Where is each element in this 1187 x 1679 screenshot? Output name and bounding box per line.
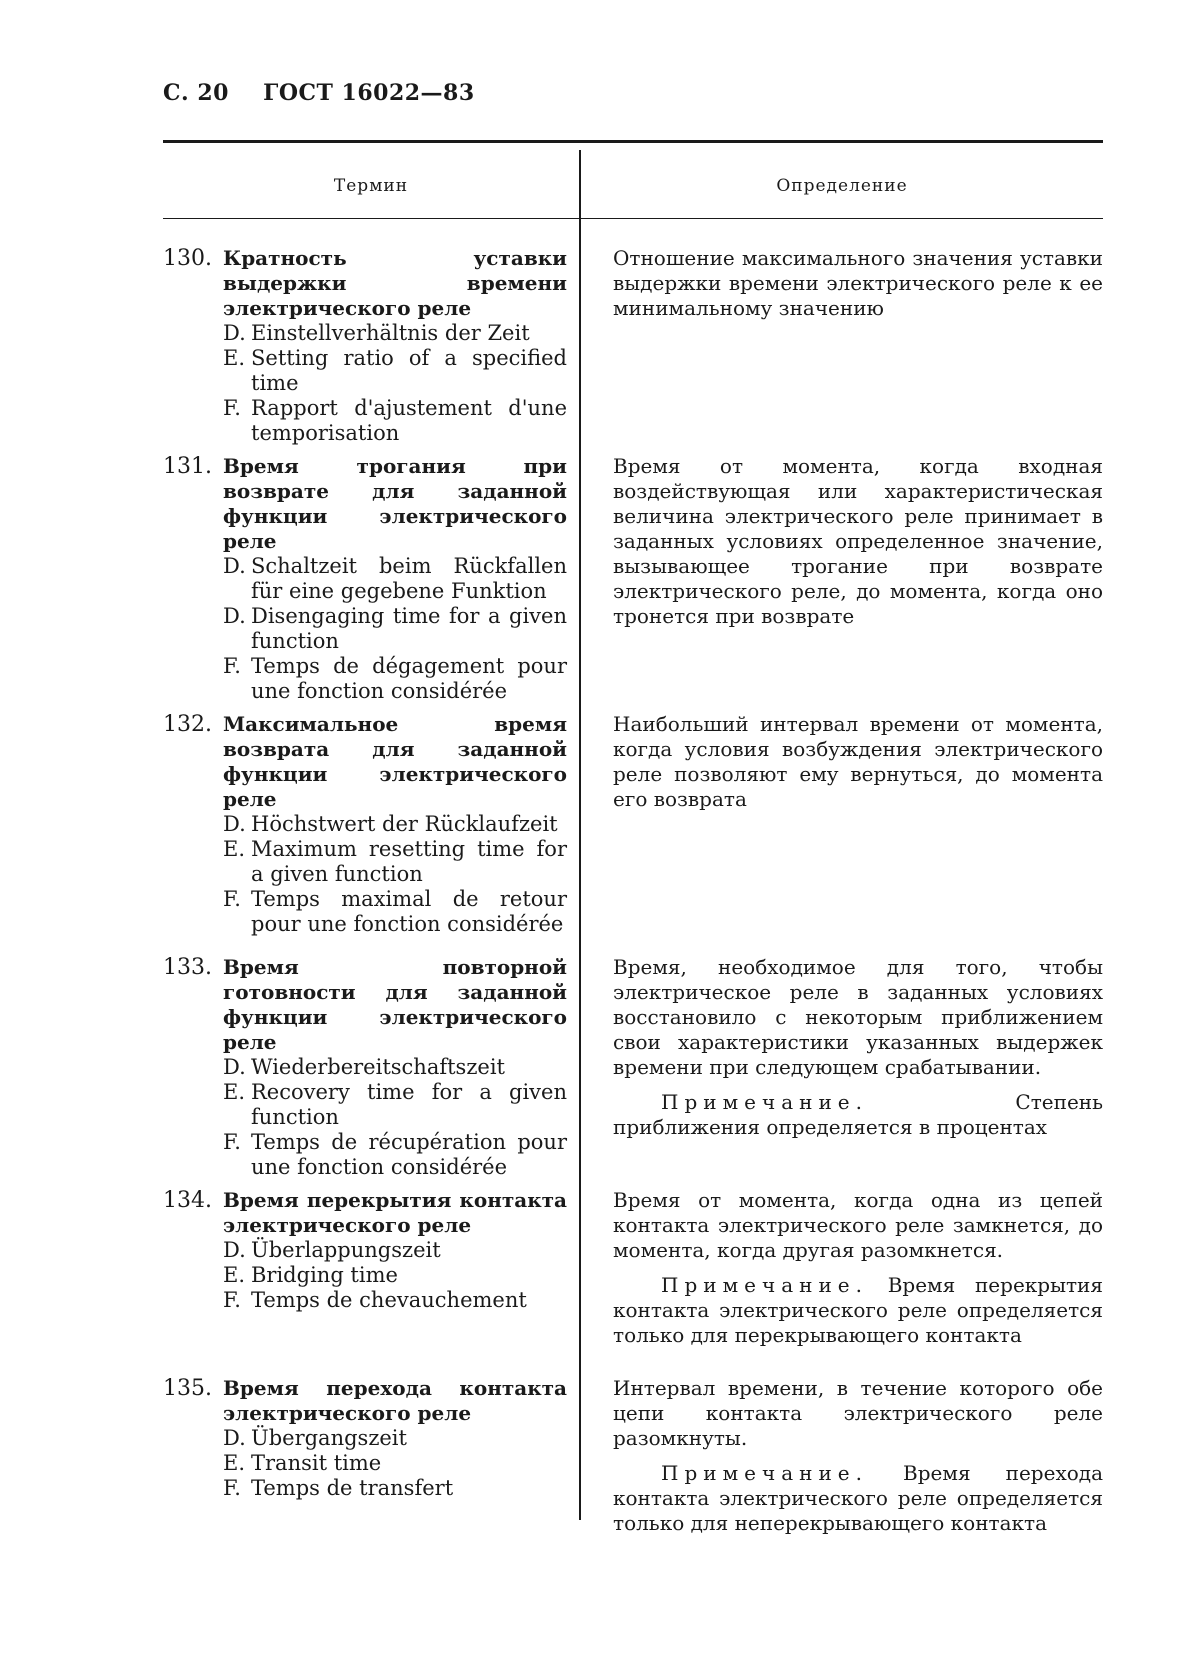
terms-table: [163, 246, 1103, 1544]
term-entry-135: [163, 1376, 1103, 1536]
term-cell: [163, 246, 579, 446]
translation-en: E. Bridging time: [223, 1263, 398, 1287]
term-russian: Время трогания при возврате для заданной функции электрического реле: [223, 454, 567, 553]
term-cell: [163, 1376, 579, 1536]
translation-en: E. Recovery time for a given function: [223, 1080, 567, 1129]
term-number: 133.: [163, 955, 212, 980]
page-number: С. 20: [163, 80, 229, 106]
term-number: 131.: [163, 454, 212, 479]
translation-de: D. Einstellverhältnis der Zeit: [223, 321, 530, 345]
note: [613, 1461, 1103, 1536]
term-russian: Время повторной готовности для заданной функции электрического реле: [223, 955, 567, 1054]
note-text: Степень приближения определяется в процентах: [613, 1090, 1103, 1139]
definition-cell: [579, 955, 1103, 1180]
translation-fr: F. Temps de transfert: [223, 1476, 454, 1500]
term-entry-130: [163, 246, 1103, 446]
header-rule: [163, 218, 1103, 219]
top-rule: [163, 140, 1103, 143]
translation-fr: F. Temps maximal de retour pour une fonction considérée: [223, 887, 567, 936]
translation-en: E. Transit time: [223, 1451, 382, 1475]
term-cell: [163, 955, 579, 1180]
term-russian: Время перехода контакта электрического реле: [223, 1376, 567, 1425]
translation-en: E. Setting ratio of a specified time: [223, 346, 567, 395]
note-label: Примечание.: [661, 1273, 868, 1297]
translation-en: D. Disengaging time for a given function: [223, 604, 567, 653]
translation-fr: F. Temps de chevauchement: [223, 1288, 527, 1312]
column-header-term: Термин: [333, 176, 409, 196]
note-label: Примечание.: [661, 1461, 868, 1485]
definition-cell: [579, 1376, 1103, 1536]
term-cell: [163, 1188, 579, 1368]
term-russian: Время перекрытия контакта электрического реле: [223, 1188, 567, 1237]
note-label: Примечание.: [661, 1090, 868, 1114]
note-text: Время перекрытия контакта электрического реле определяется только для перекрывающего контакта: [613, 1273, 1104, 1347]
term-entry-134: [163, 1188, 1103, 1368]
translation-de: D. Schaltzeit beim Rückfallen für eine gegebene Funktion: [223, 554, 567, 603]
standard-title: ГОСТ 16022—83: [263, 80, 475, 106]
column-header-definition: Определение: [776, 176, 908, 196]
translation-en: E. Maximum resetting time for a given function: [223, 837, 567, 886]
translation-de: D. Überlappungszeit: [223, 1238, 441, 1262]
definition-text: Наибольший интервал времени от момента, когда условия возбуждения электрического реле позволяют ему вернуться, до момента его возврата: [613, 712, 1103, 811]
translation-fr: F. Rapport d'ajustement d'une temporisation: [223, 396, 567, 445]
definition-text: Время, необходимое для того, чтобы электрическое реле в заданных условиях восстановило с некоторым приближением свои характеристики указанных выдержек времени при следующем срабатывании.: [613, 955, 1103, 1079]
definition-text: Время от момента, когда одна из цепей контакта электрического реле замкнется, до момента, когда другая разомкнется.: [613, 1188, 1103, 1262]
definition-text: Интервал времени, в течение которого обе цепи контакта электрического реле разомкнуты.: [613, 1376, 1103, 1450]
definition-text: Время от момента, когда входная воздействующая или характеристическая величина электрического реле принимает в заданных условиях определенное значение, вызывающее трогание при возврате электрического реле, до момента, когда оно тронется при возврате: [613, 454, 1103, 628]
term-number: 130.: [163, 246, 212, 271]
note: [613, 1090, 1103, 1140]
term-number: 134.: [163, 1188, 212, 1213]
term-cell: [163, 454, 579, 704]
translation-de: D. Übergangszeit: [223, 1426, 407, 1450]
term-russian: Максимальное время возврата для заданной функции электрического реле: [223, 712, 567, 811]
term-number: 132.: [163, 712, 212, 737]
definition-cell: [579, 1188, 1103, 1368]
term-cell: [163, 712, 579, 947]
translation-fr: F. Temps de récupération pour une fonction considérée: [223, 1130, 567, 1179]
note-text: Время перехода контакта электрического реле определяется только для неперекрывающего контакта: [613, 1461, 1103, 1535]
definition-cell: [579, 712, 1103, 947]
page-header: [163, 80, 475, 106]
translation-de: D. Wiederbereitschaftszeit: [223, 1055, 505, 1079]
translation-fr: F. Temps de dégagement pour une fonction considérée: [223, 654, 567, 703]
term-russian: Кратность уставки выдержки времени электрического реле: [223, 246, 567, 320]
term-entry-132: [163, 712, 1103, 947]
term-entry-133: [163, 955, 1103, 1180]
term-entry-131: [163, 454, 1103, 704]
definition-text: Отношение максимального значения уставки выдержки времени электрического реле к ее минимальному значению: [613, 246, 1103, 320]
translation-de: D. Höchstwert der Rücklaufzeit: [223, 812, 558, 836]
term-number: 135.: [163, 1376, 212, 1401]
note: [613, 1273, 1103, 1348]
definition-cell: [579, 246, 1103, 446]
definition-cell: [579, 454, 1103, 704]
